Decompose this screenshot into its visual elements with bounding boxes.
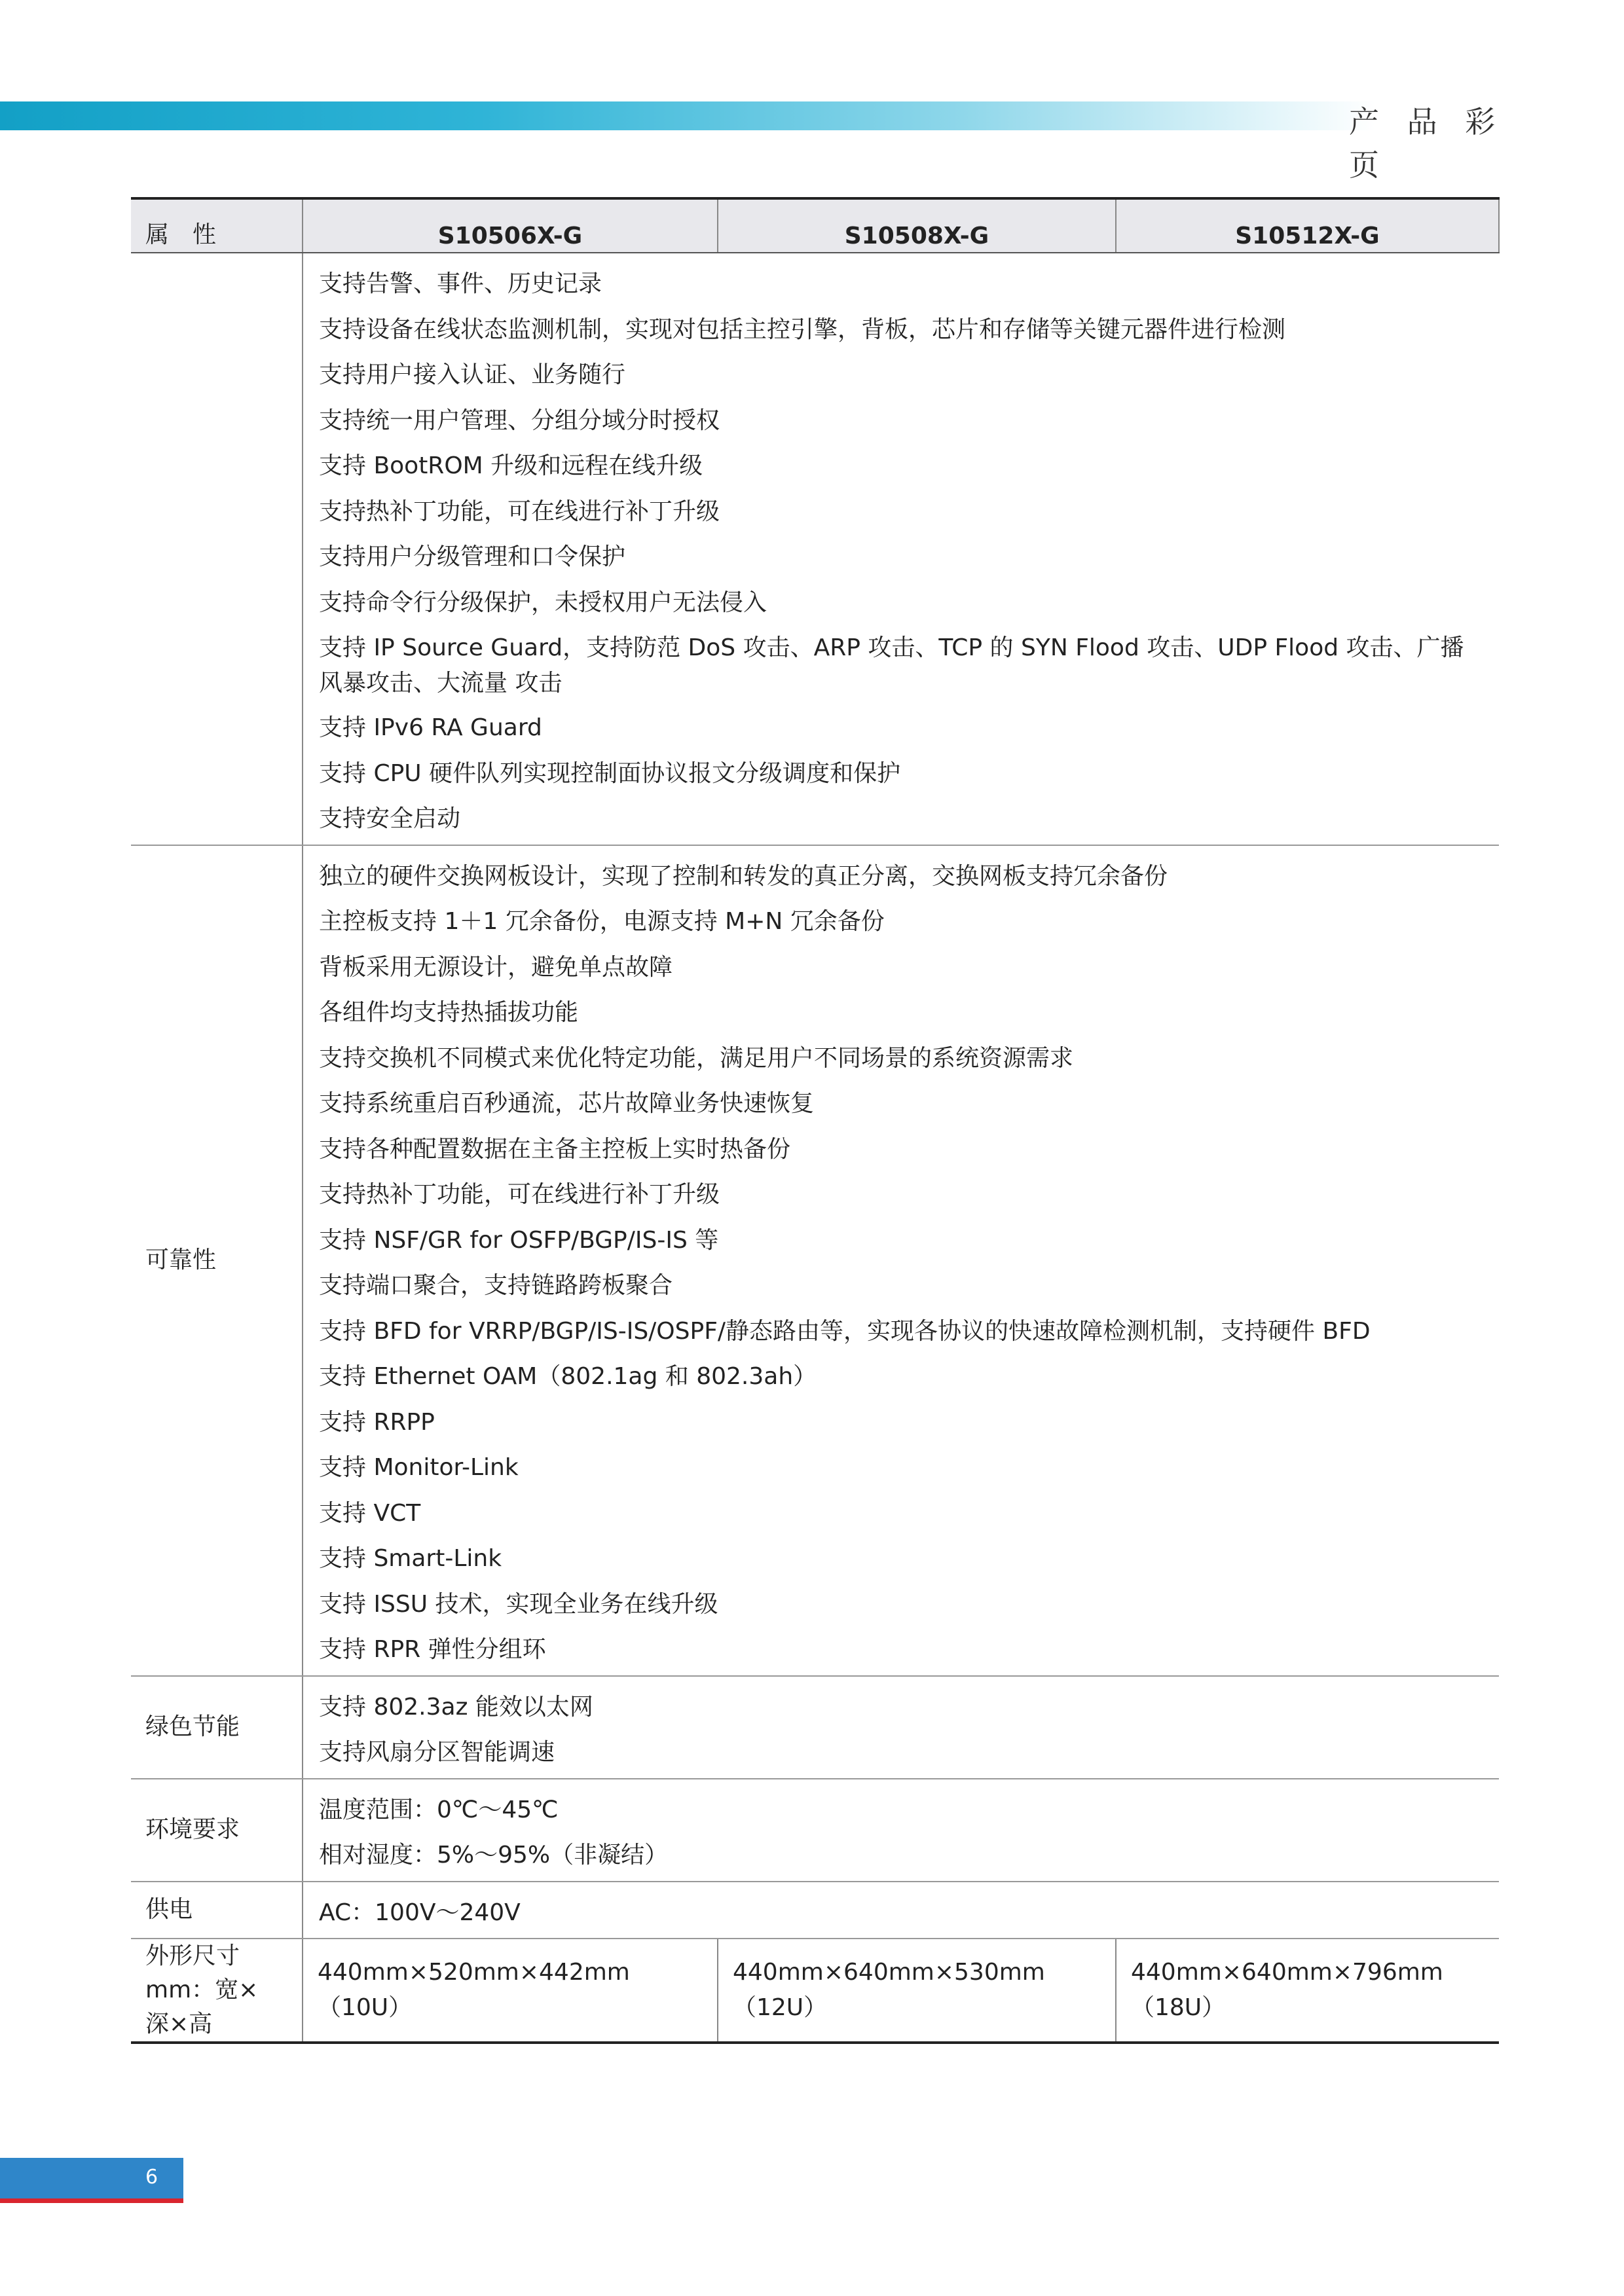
feature-item: 支持热补丁功能，可在线进行补丁升级 — [319, 1181, 720, 1208]
feature-item: 支持用户分级管理和口令保护 — [319, 543, 626, 570]
column-header-attribute: 属 性 — [131, 198, 303, 253]
feature-item: 支持 CPU 硬件队列实现控制面协议报文分级调度和保护 — [319, 759, 901, 787]
row-label: 供电 — [131, 1882, 303, 1939]
table-row — [131, 1676, 1499, 1779]
dimension-cell — [1116, 1939, 1499, 2043]
dimension-cell — [718, 1939, 1116, 2043]
feature-item: 支持风扇分区智能调速 — [319, 1739, 555, 1766]
row-label-line: mm：宽× — [145, 1977, 259, 2003]
dimension-rack-units: （18U） — [1131, 1994, 1226, 2021]
feature-item: 支持安全启动 — [319, 805, 461, 832]
feature-list — [303, 1779, 1499, 1882]
feature-item: 独立的硬件交换网板设计，实现了控制和转发的真正分离，交换网板支持冗余备份 — [319, 862, 1168, 890]
feature-item: 支持系统重启百秒通流，芯片故障业务快速恢复 — [319, 1090, 815, 1117]
table-row — [131, 1779, 1499, 1882]
feature-item: 支持 Smart-Link — [319, 1545, 502, 1572]
dimension-size: 440mm×640mm×530mm — [733, 1959, 1045, 1986]
feature-item: 支持 BFD for VRRP/BGP/IS-IS/OSPF/静态路由等，实现各协议的快速故障检测机制，支持硬件 BFD — [319, 1317, 1371, 1345]
row-label — [131, 1939, 303, 2043]
dimension-size: 440mm×640mm×796mm — [1131, 1959, 1443, 1986]
feature-item: 支持热补丁功能，可在线进行补丁升级 — [319, 498, 720, 525]
dimension-rack-units: （10U） — [318, 1994, 413, 2021]
row-label: 可靠性 — [131, 845, 303, 1676]
feature-item: 支持用户接入认证、业务随行 — [319, 361, 626, 388]
feature-item: 支持 NSF/GR for OSFP/BGP/IS-IS 等 — [319, 1226, 719, 1254]
feature-item: 支持告警、事件、历史记录 — [319, 270, 602, 297]
feature-item: 支持设备在线状态监测机制，实现对包括主控引擎，背板，芯片和存储等关键元器件进行检测 — [319, 316, 1286, 343]
table-row — [131, 253, 1499, 845]
feature-item: 支持交换机不同模式来优化特定功能，满足用户不同场景的系统资源需求 — [319, 1044, 1074, 1072]
feature-item: 支持 Ethernet OAM（802.1ag 和 802.3ah） — [319, 1363, 817, 1390]
feature-item: 支持 RPR 弹性分组环 — [319, 1636, 546, 1663]
feature-item: 支持 802.3az 能效以太网 — [319, 1693, 593, 1721]
feature-item: 支持 IPv6 RA Guard — [319, 714, 542, 741]
feature-item: 支持 VCT — [319, 1499, 421, 1527]
feature-item: 主控板支持 1＋1 冗余备份，电源支持 M+N 冗余备份 — [319, 908, 885, 935]
page-number: 6 — [145, 2166, 158, 2189]
feature-item: 相对湿度：5%～95%（非凝结） — [319, 1842, 669, 1868]
feature-item: 支持命令行分级保护，未授权用户无法侵入 — [319, 589, 767, 616]
dimension-cell — [303, 1939, 718, 2043]
feature-list — [303, 1676, 1499, 1779]
feature-item: 支持端口聚合，支持链路跨板聚合 — [319, 1272, 673, 1299]
row-label — [131, 253, 303, 845]
table-row-dimensions — [131, 1939, 1499, 2043]
feature-item: 支持 Monitor-Link — [319, 1454, 519, 1481]
feature-item: 支持 BootROM 升级和远程在线升级 — [319, 452, 703, 479]
feature-item: AC：100V～240V — [319, 1899, 521, 1926]
row-label-line: 深×高 — [145, 2011, 213, 2037]
feature-item: 支持 RRPP — [319, 1408, 435, 1436]
feature-list — [303, 253, 1499, 845]
feature-item: 支持统一用户管理、分组分域分时授权 — [319, 407, 720, 434]
feature-item: 支持 ISSU 技术，实现全业务在线升级 — [319, 1590, 718, 1618]
row-label-line: 外形尺寸 — [145, 1942, 240, 1969]
feature-item: 温度范围：0℃～45℃ — [319, 1796, 559, 1823]
dimension-rack-units: （12U） — [733, 1994, 828, 2021]
feature-list — [303, 845, 1499, 1676]
feature-list — [303, 1882, 1499, 1939]
table-row — [131, 845, 1499, 1676]
feature-item: 各组件均支持热插拔功能 — [319, 999, 579, 1026]
table-header-row — [131, 198, 1499, 253]
feature-item: 背板采用无源设计，避免单点故障 — [319, 953, 673, 981]
page-header-title: 产 品 彩 页 — [1349, 104, 1505, 183]
column-header-model: S10512X-G — [1116, 198, 1499, 253]
row-label: 环境要求 — [131, 1779, 303, 1882]
table-row — [131, 1882, 1499, 1939]
feature-item: 支持 IP Source Guard，支持防范 DoS 攻击、ARP 攻击、TCP 的 SYN Flood 攻击、UDP Flood 攻击、广播风暴攻击、大流量 攻击 — [319, 634, 1464, 697]
row-label: 绿色节能 — [131, 1676, 303, 1779]
feature-item: 支持各种配置数据在主备主控板上实时热备份 — [319, 1135, 791, 1163]
column-header-model: S10508X-G — [718, 198, 1116, 253]
spec-table — [131, 197, 1500, 2044]
dimension-size: 440mm×520mm×442mm — [318, 1959, 630, 1986]
header-accent-bar — [0, 101, 1375, 130]
spec-table-body — [131, 253, 1499, 2043]
column-header-model: S10506X-G — [303, 198, 718, 253]
